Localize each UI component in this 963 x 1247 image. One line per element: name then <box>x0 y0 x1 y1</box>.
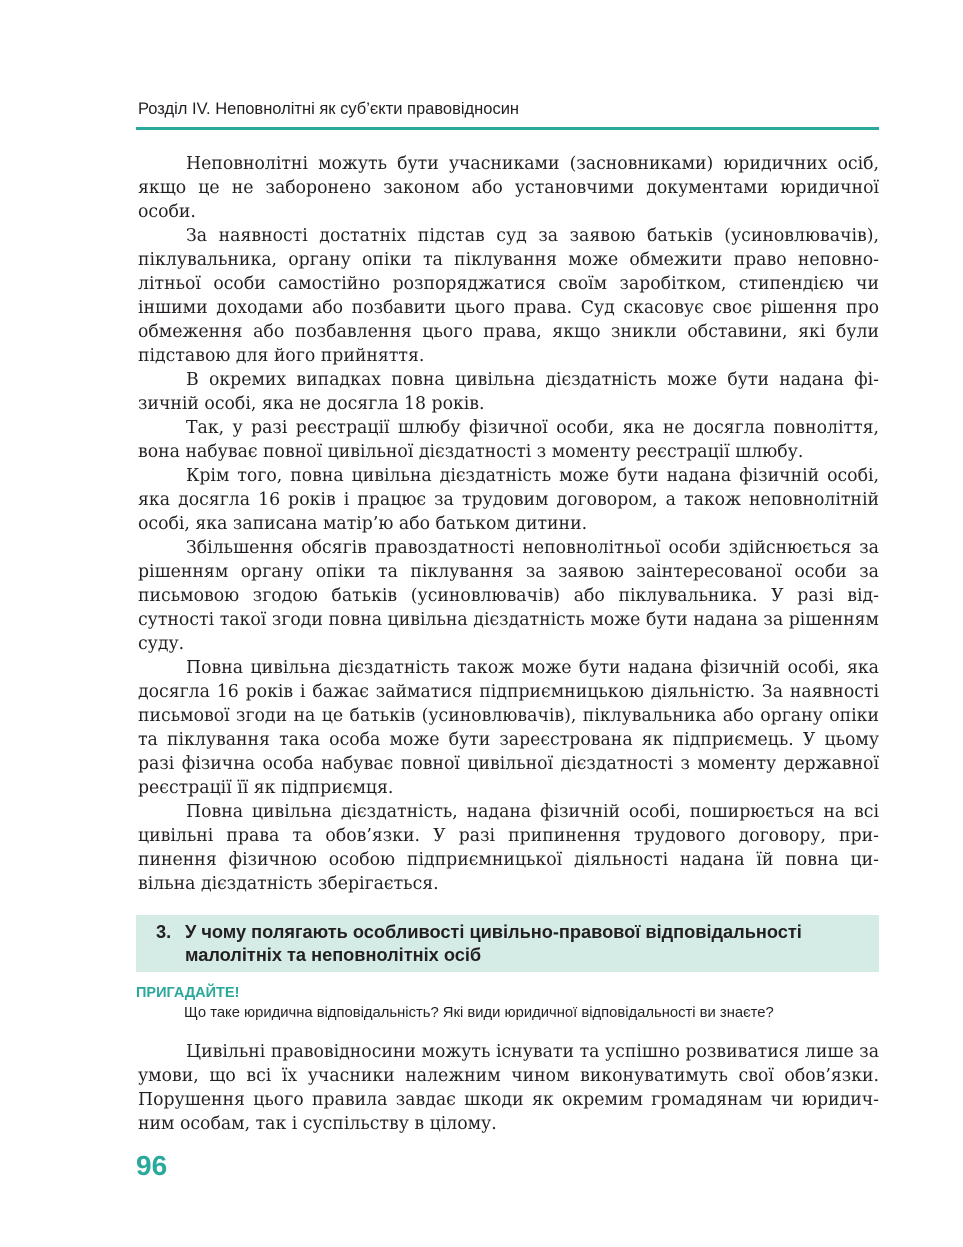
paragraph: За наявності достатніх підстав суд за заявою батьків (усиновлювачів), піклувальника, органу опіки та піклування може обмежити право неповнолітньої особи самостійно розпоряджатися своїм заробітком, стипендією чи іншими доходами або позбавити цього права. Суд скасовує своє рішення про обмеження або позбавлення цього права, якщо зникли обставини, які були підставою для його прийняття. <box>138 226 879 366</box>
body-text <box>138 152 879 896</box>
section-title: У чому полягають особливості цивільно-правової відповідальності малолітніх та неповнолітніх осіб <box>185 922 802 965</box>
recall-question: Що таке юридична відповідальність? Які види юридичної відповідальності ви знаєте? <box>184 1005 774 1021</box>
paragraph: Так, у разі реєстрації шлюбу фізичної особи, яка не досягла повноліття, вона набуває повної цивільної дієздатності з моменту реєстрації шлюбу. <box>138 418 879 462</box>
section-number: 3. <box>156 922 172 942</box>
running-header: Розділ IV. Неповнолітні як суб’єкти правовідносин <box>138 100 520 118</box>
paragraph: Цивільні правовідносини можуть існувати та успішно розвиватися лише за умови, що всі їх учасники належним чином виконуватимуть свої обов’язки. Порушення цього правила завдає шкоди як окремим громадянам чи юридичним особам, так і суспільству в цілому. <box>138 1042 879 1134</box>
closing-text <box>138 1040 879 1136</box>
paragraph: Повна цивільна дієздатність, надана фізичній особі, поширюється на всі цивільні права та обов’язки. У разі припинення трудового договору, припинення фізичною особою підприємницької діяльності надана їй повна цивільна дієздатність зберігається. <box>138 802 879 894</box>
section-heading-box <box>136 915 879 972</box>
paragraph: Збільшення обсягів правоздатності неповнолітньої особи здійснюється за рішенням органу опіки та піклування за заявою заінтересованої особи за письмовою згодою батьків (усиновлювачів) або піклувальника. У разі відсутності такої згоди повна цивільна дієздатність може бути надана за рішенням суду. <box>138 538 879 654</box>
paragraph: Неповнолітні можуть бути учасниками (засновниками) юридичних осіб, якщо це не заборонено законом або установчими документами юридичної особи. <box>138 154 879 222</box>
paragraph: Повна цивільна дієздатність також може бути надана фізичній особі, яка досягла 16 років і бажає займатися підприємницькою діяльністю. За наявності письмової згоди на це батьків (усиновлювачів), піклувальника або органу опіки та піклування така особа може бути зареєстрована як підприємець. У цьому разі фізична особа набуває повної цивільної дієздатності з моменту державної реєстрації її як підприємця. <box>138 658 879 798</box>
page-number: 96 <box>136 1150 168 1181</box>
recall-label: ПРИГАДАЙТЕ! <box>136 985 240 1001</box>
paragraph: Крім того, повна цивільна дієздатність може бути надана фізичній особі, яка досягла 16 років і працює за трудовим договором, а також неповнолітній особі, яка записана матір’ю або батьком дитини. <box>138 466 879 534</box>
header-rule <box>136 127 879 130</box>
paragraph: В окремих випадках повна цивільна дієздатність може бути надана фізичній особі, яка не досягла 18 років. <box>138 370 879 414</box>
